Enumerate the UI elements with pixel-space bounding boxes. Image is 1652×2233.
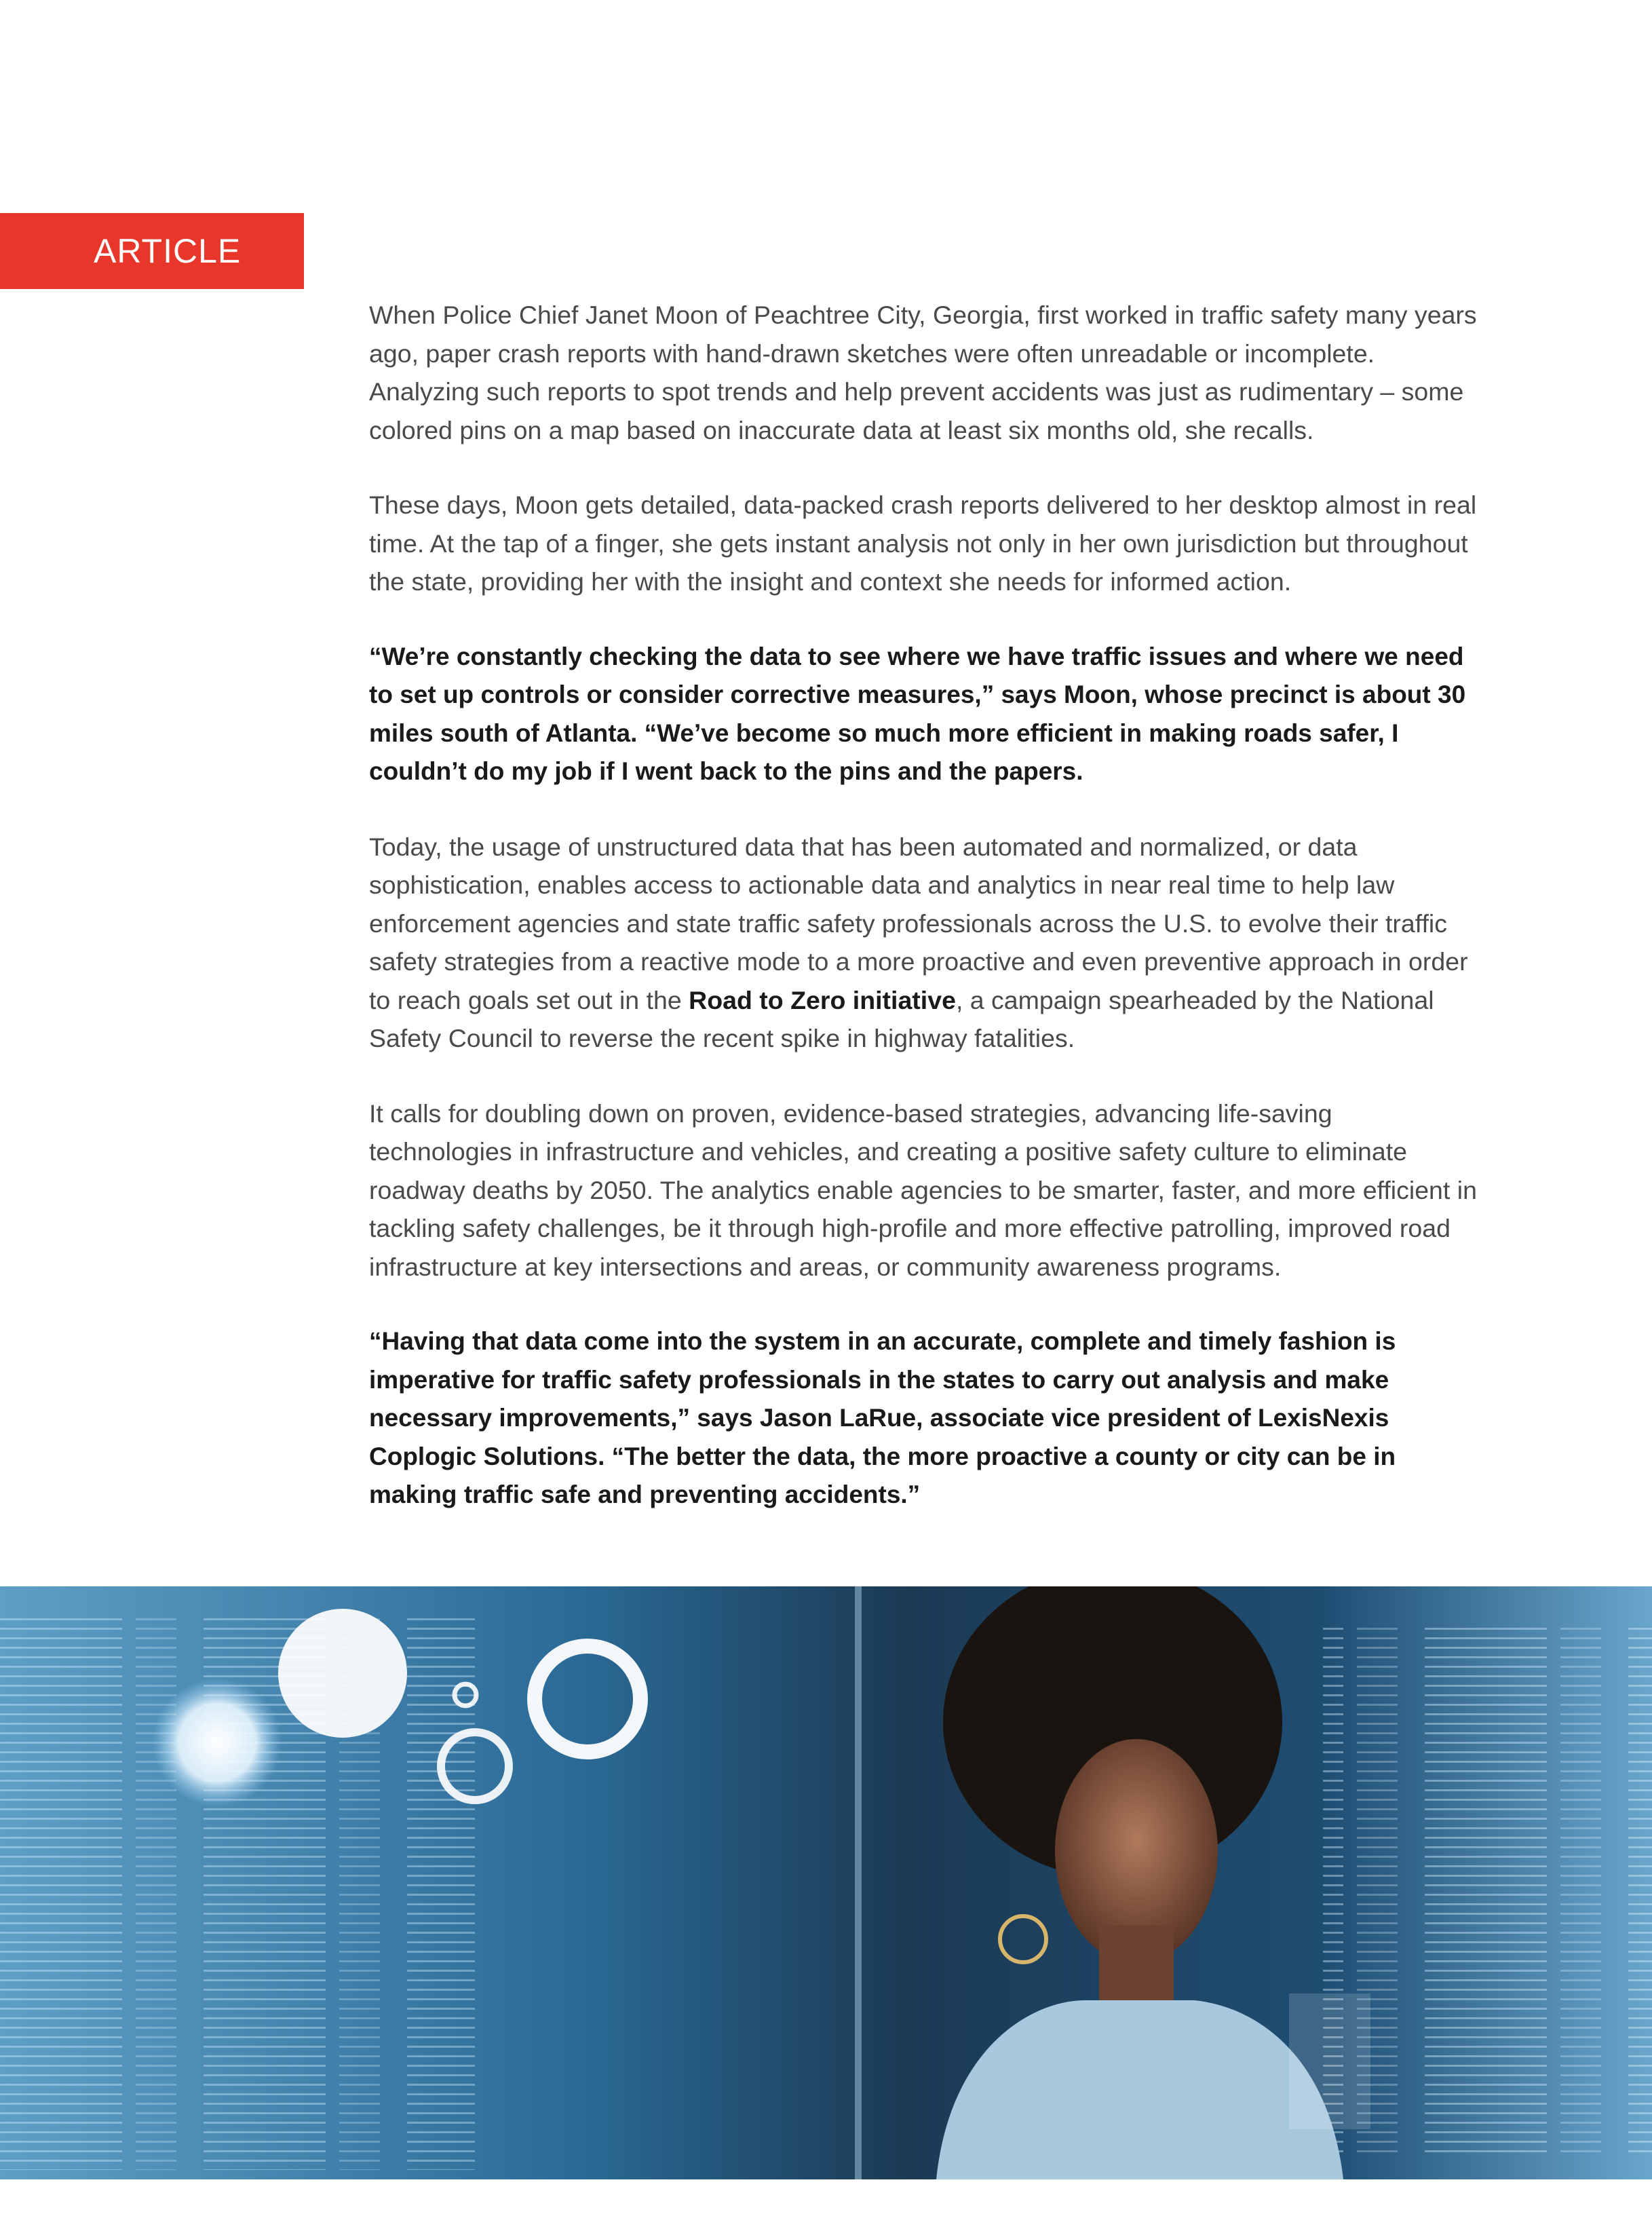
article-body: [369, 296, 1482, 1551]
hero-image: [0, 1586, 1652, 2179]
article-tag: [0, 213, 304, 289]
paragraph-today-text-2: , a campaign spearheaded by the National Safety Council to reverse the recent spike in highway fatalities.: [369, 985, 1434, 1052]
paragraph-intro: When Police Chief Janet Moon of Peachtree City, Georgia, first worked in traffic safety many years ago, paper crash reports with hand-drawn sketches were often unreadable or incomplete. Analyzing such reports to spot trends and help prevent accidents was just as rudimentary – some colored pins on a map based on inaccurate data at least six months old, she recalls.: [369, 301, 1477, 444]
road-to-zero-initiative: Road to Zero initiative: [689, 985, 956, 1014]
hero-illustration: [0, 1586, 1652, 2179]
paragraph-calls-for: It calls for doubling down on proven, evidence-based strategies, advancing life-saving technologies in infrastructure and vehicles, and creating a positive safety culture to eliminate roadway deaths by 2050. The analytics enable agencies to be smarter, faster, and more efficient in tackling safety challenges, be it through high-profile and more effective patrolling, improved road infrastructure at key intersections and areas, or community awareness programs.: [369, 1099, 1477, 1281]
quote-moon: “We’re constantly checking the data to see where we have traffic issues and where we need to set up controls or consider corrective measures,” says Moon, whose precinct is about 30 miles south of Atlanta. “We’ve become so much more efficient in making roads safer, I couldn’t do my job if I went back to the pins and the papers.: [369, 642, 1466, 785]
quote-larue: “Having that data come into the system in an accurate, complete and timely fashion is imperative for traffic safety professionals in the states to carry out analysis and make necessary improvements,” says Jason LaRue, associate vice president of LexisNexis Coplogic Solutions. “The better the data, the more proactive a county or city can be in making traffic safe and preventing accidents.”: [369, 1327, 1396, 1508]
paragraph-today-text-1: Today, the usage of unstructured data that has been automated and normalized, or data sophistication, enables access to actionable data and analytics in near real time to help law enforcement agencies and state traffic safety professionals across the U.S. to evolve their traffic safety strategies from a reactive mode to a more proactive and even preventive approach in order to reach goals set out in the: [369, 832, 1468, 1014]
paragraph-these-days: These days, Moon gets detailed, data-packed crash reports delivered to her desktop almost in real time. At the tap of a finger, she gets instant analysis not only in her own jurisdiction but throughout the state, providing her with the insight and context she needs for informed action.: [369, 491, 1477, 596]
paragraph-today: [369, 828, 1482, 1058]
article-tag-label: ARTICLE: [94, 232, 242, 270]
